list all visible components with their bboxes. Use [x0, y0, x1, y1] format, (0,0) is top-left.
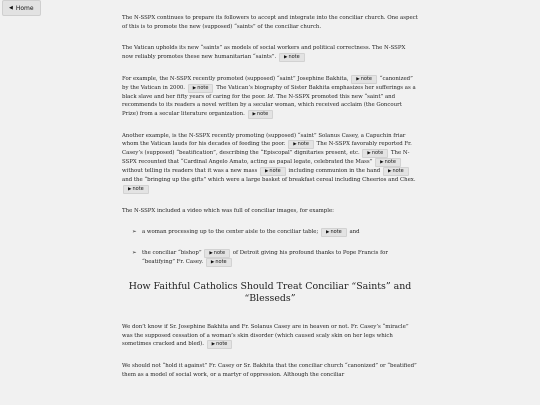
play-arrow-icon: ▶	[356, 76, 360, 82]
note-label: note	[288, 53, 300, 60]
paragraph-4-sentence-1: Another example, is the N-SSPX recently promoting (supposed) “saint” Solanus Casey, a Capuchin friar whom the Vatican lauds for his decades of feeding the poor.	[122, 132, 406, 147]
note-button[interactable]	[375, 158, 401, 167]
paragraph-3-sentence-4: The N-SSPX promoted this new “saint” and recommends to its readers a novel written by a secular woman, which received acclaim (the Goncourt Prize) from a secular literature organization.	[122, 93, 402, 117]
note-label: note	[213, 250, 226, 256]
note-button[interactable]	[279, 53, 305, 62]
list-item-text-tail: and	[349, 229, 360, 235]
note-label: note	[360, 75, 372, 82]
play-arrow-icon: ▶	[283, 54, 288, 60]
play-arrow-icon: ▶	[293, 142, 297, 147]
note-label: note	[392, 168, 404, 174]
paragraph-4-sentence-5: including communion in the hand	[288, 168, 381, 174]
paragraph-2-text: The Vatican upholds its new “saints” as models of social workers and political correctness. The N-SSPX now reliably promotes these new humanitarian “saints”.	[122, 45, 406, 60]
note-label: note	[384, 159, 396, 165]
paragraph-7: We should not “hold it against” Fr. Casey or Sr. Bakhita that the conciliar church “canonized” or “beatified” them as a model of social work, or a martyr of oppression. Although the conciliar	[122, 363, 417, 378]
home-button[interactable]	[2, 0, 41, 16]
bullet-arrow-icon: ➢	[132, 250, 137, 256]
list-item-text-tail: of Detroit giving his profound thanks to Pope Francis for “beatifying” Fr. Casey.	[142, 250, 388, 265]
play-arrow-icon: ▶	[128, 186, 132, 192]
note-button[interactable]	[188, 84, 214, 93]
list-item	[122, 249, 418, 267]
note-button[interactable]	[206, 258, 232, 267]
note-label: note	[371, 150, 384, 156]
note-label: note	[330, 229, 342, 235]
paragraph-3-sentence-2: “canonized” by the Vatican in 2000.	[122, 75, 413, 91]
play-arrow-icon: ▶	[252, 111, 256, 117]
play-arrow-icon: ▶	[326, 230, 330, 235]
note-button[interactable]	[321, 228, 347, 237]
paragraph-3-sentence-3: The Vatican’s biography of Sister Bakhita emphasizes her sufferings as a black slave and her fifty years of caring for the poor.	[122, 84, 416, 100]
paragraph-3-sentence-1: For example, the N-SSPX recently promoted (supposed) “saint” Josephine Bakhita,	[122, 75, 349, 82]
note-button[interactable]	[248, 110, 274, 119]
note-label: note	[297, 141, 309, 147]
note-button[interactable]	[260, 167, 286, 176]
note-button[interactable]	[204, 249, 230, 258]
play-arrow-icon: ▶	[209, 251, 213, 256]
list-item-text: the conciliar “bishop”	[142, 250, 202, 256]
example-list	[122, 228, 418, 267]
paragraph-5: The N-SSPX included a video which was full of conciliar images, for example:	[122, 207, 334, 214]
section-heading: How Faithful Catholics Should Treat Conciliar “Saints” and “Blesseds”	[128, 281, 412, 304]
bullet-arrow-icon: ➢	[132, 229, 137, 235]
citation-id: Id.	[267, 93, 275, 100]
play-arrow-icon: ▶	[264, 169, 269, 174]
paragraph-2	[122, 44, 418, 62]
play-arrow-icon: ▶	[192, 85, 197, 91]
note-label: note	[269, 168, 281, 174]
note-label: note	[215, 259, 227, 265]
paragraph-3	[122, 75, 418, 119]
note-label: note	[197, 84, 209, 91]
paragraph-6-text: We don’t know if Sr. Josephine Bakhita and Fr. Solanus Casey are in heaven or not. Fr. Casey’s “miracle” was the supposed cessation of a woman’s skin disorder (which caused scaly skin on her legs which sometimes cracked and bled).	[122, 324, 409, 347]
note-button[interactable]	[383, 167, 409, 176]
play-arrow-icon: ▶	[211, 342, 216, 347]
paragraph-4-sentence-2: The N-SSPX favorably reported Fr. Casey’s (supposed) “beatification”, describing the “Episcopal” dignitaries present, etc.	[122, 141, 412, 156]
note-label: note	[256, 110, 269, 117]
back-arrow-icon: ◀	[9, 5, 13, 11]
play-arrow-icon: ▶	[387, 169, 392, 174]
note-button[interactable]	[288, 140, 314, 149]
paragraph-4	[122, 132, 418, 194]
note-label: note	[132, 185, 144, 192]
note-button[interactable]	[351, 75, 377, 84]
paragraph-6	[122, 323, 418, 349]
list-item-text: a woman processing up to the center aisle to the conciliar table;	[142, 229, 319, 235]
list-item	[122, 228, 418, 237]
article-body	[122, 14, 418, 392]
paragraph-4-sentence-4: without telling its readers that it was a new mass	[122, 168, 258, 174]
paragraph-4-sentence-3: The N-SSPX recounted that “Cardinal Angelo Amato, acting as papal legate, celebrated the Mass”	[122, 150, 410, 165]
note-button[interactable]	[207, 340, 233, 349]
note-button[interactable]	[362, 149, 388, 158]
note-button[interactable]	[123, 185, 149, 194]
home-button-label: Home	[15, 4, 34, 12]
play-arrow-icon: ▶	[210, 260, 215, 265]
paragraph-4-sentence-6: and the “bringing up the gifts” which were a large basket of breakfast cereal including Cheerios and Chex.	[122, 177, 416, 183]
paragraph-1: The N-SSPX continues to prepare its followers to accept and integrate into the conciliar church. One aspect of this is to promote the new (supposed) “saints” of the conciliar church.	[122, 15, 418, 30]
play-arrow-icon: ▶	[380, 160, 384, 165]
play-arrow-icon: ▶	[367, 151, 371, 156]
note-label: note	[216, 341, 228, 347]
